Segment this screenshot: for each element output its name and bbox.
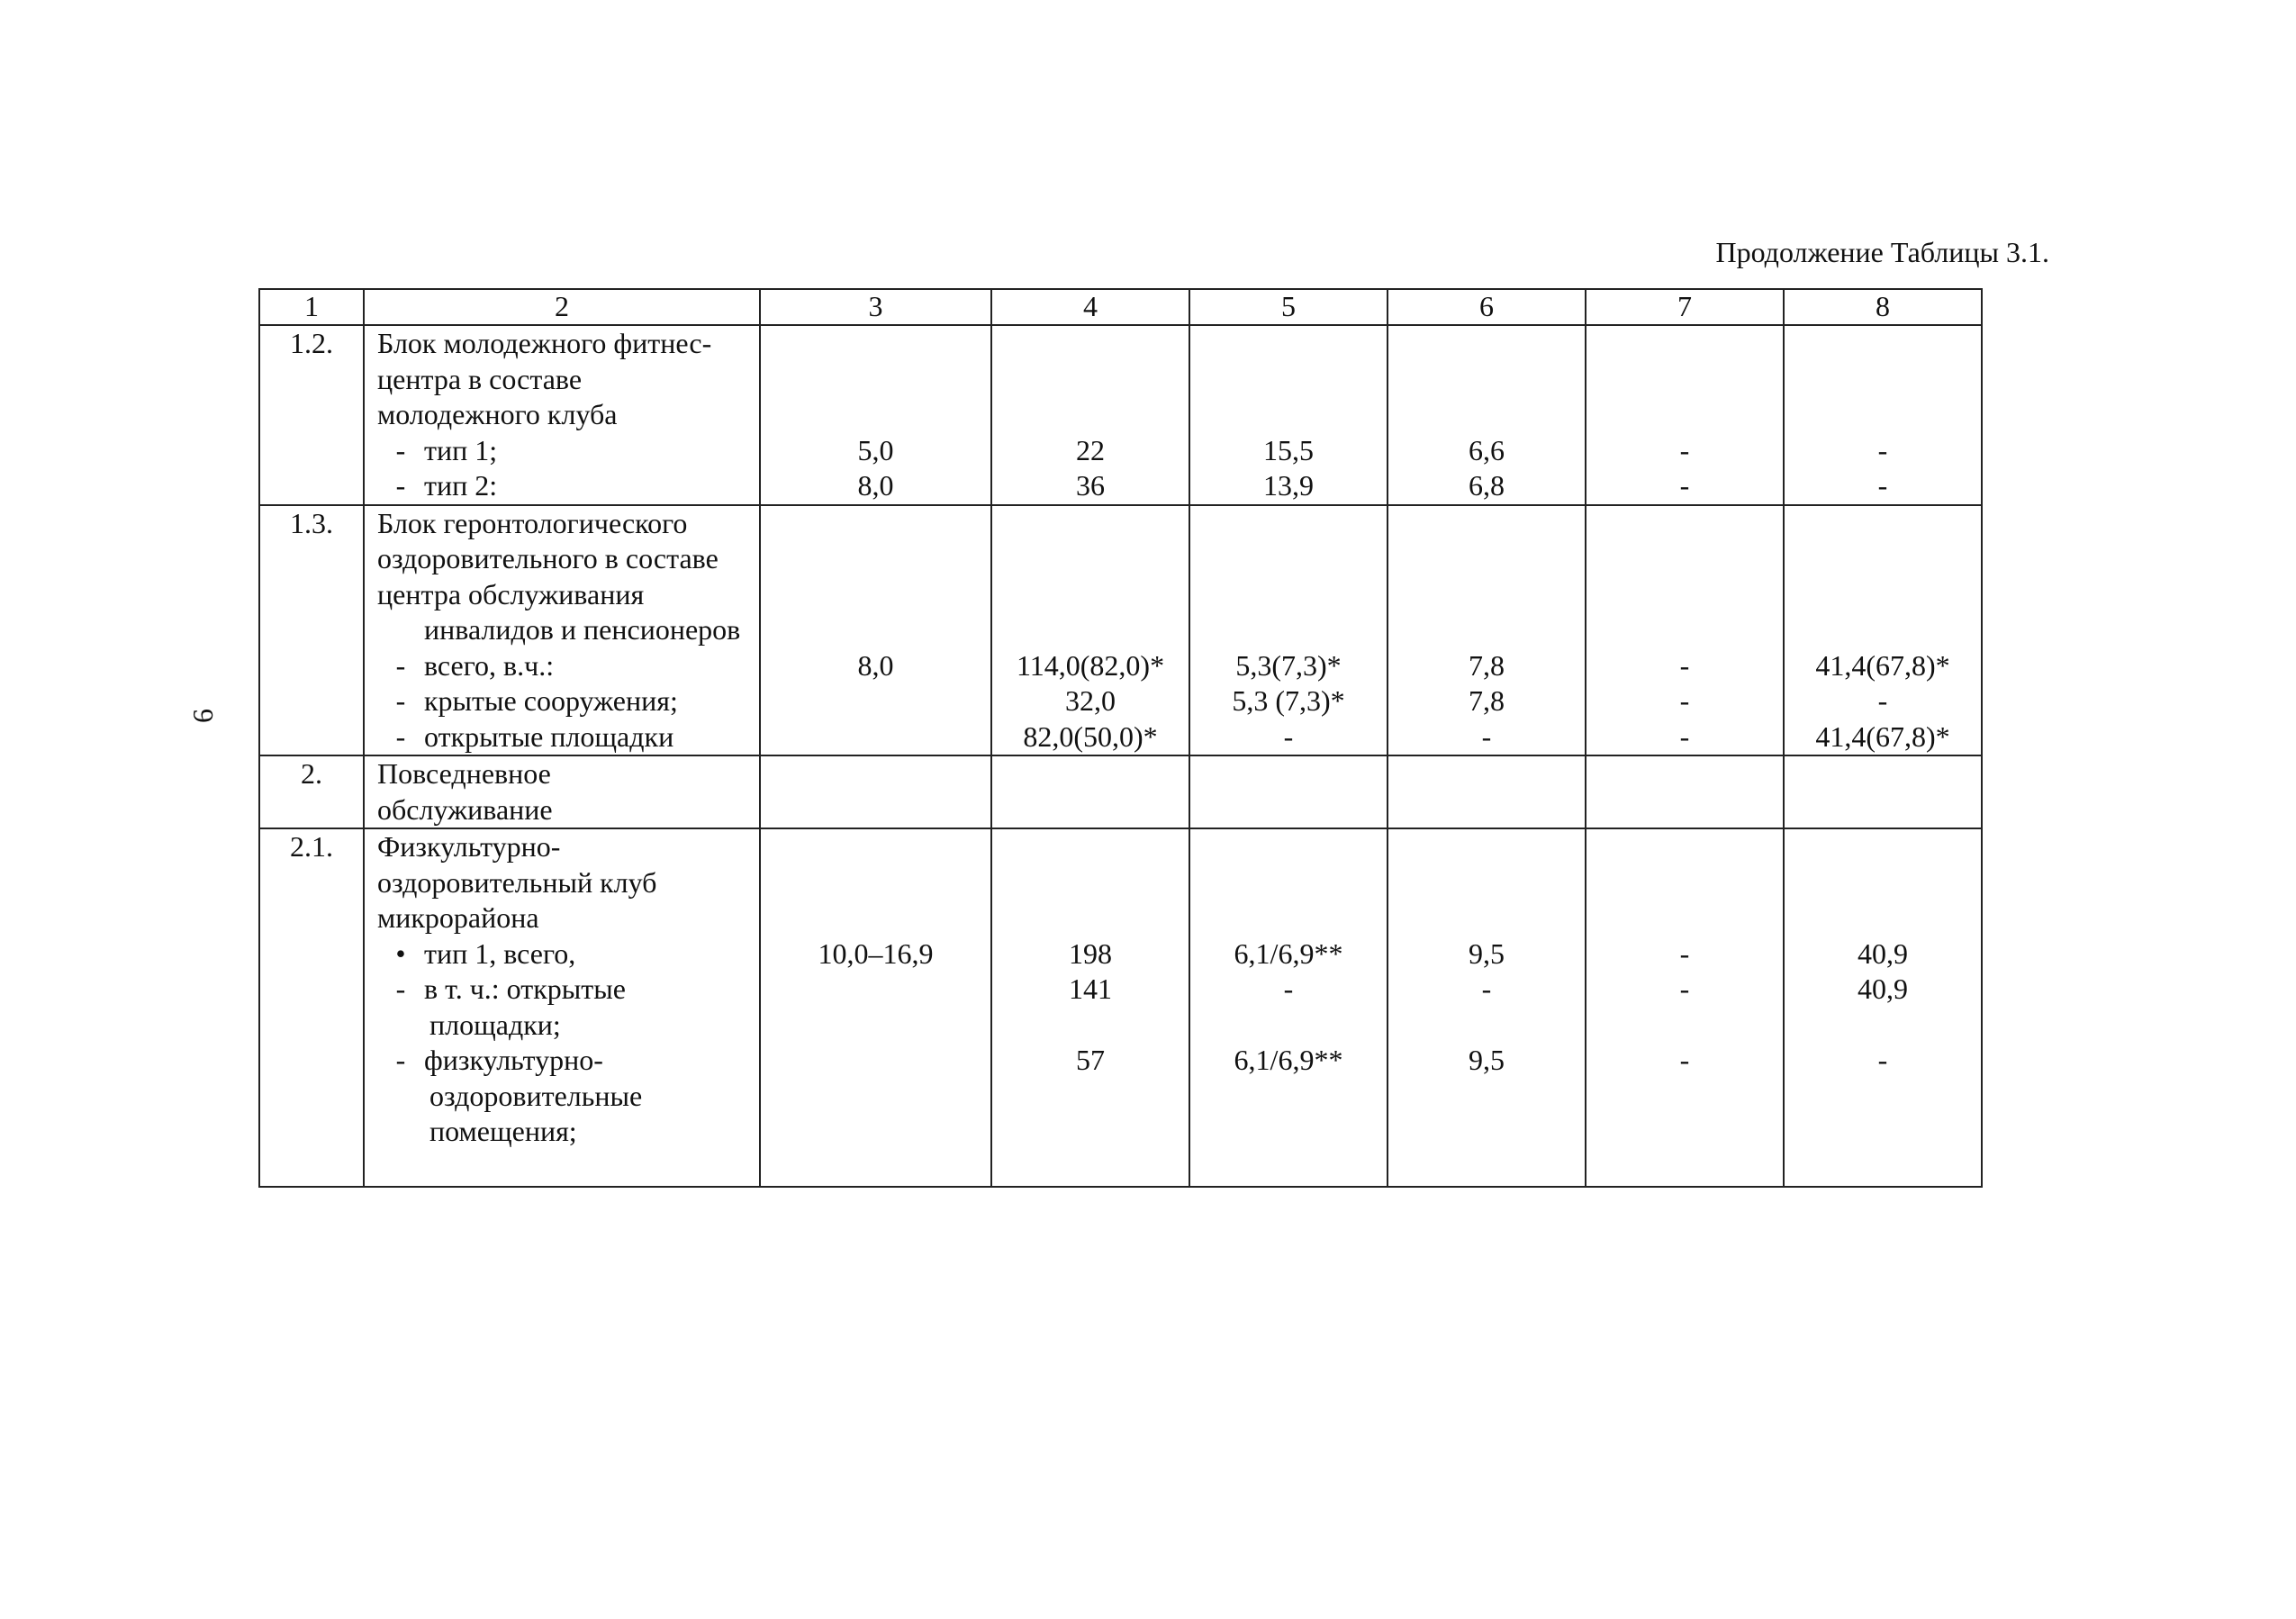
value-line: 198 — [1069, 936, 1112, 970]
row-description — [364, 505, 760, 756]
value-line — [1586, 792, 1783, 828]
value-line — [1388, 1008, 1585, 1044]
value-line — [1388, 865, 1585, 901]
value-line — [761, 1043, 990, 1079]
value-line: 5,0 — [857, 433, 894, 466]
row-number: 1.3. — [259, 505, 364, 756]
description-line — [377, 506, 759, 542]
description-line — [377, 1043, 759, 1079]
description-text: микрорайона — [377, 901, 539, 934]
description-line — [377, 648, 759, 684]
value-line — [761, 397, 990, 433]
row-number: 1.2. — [259, 325, 364, 505]
value-line — [1785, 1008, 1981, 1044]
page-number: 6 — [186, 709, 219, 723]
description-line — [377, 865, 759, 901]
description-text: площадки; — [429, 1008, 561, 1041]
bullet-marker: - — [395, 648, 406, 682]
value-line — [1388, 362, 1585, 398]
value-line — [1785, 577, 1981, 613]
value-line — [992, 541, 1189, 577]
value-line — [1785, 541, 1981, 577]
column-header: 8 — [1784, 289, 1982, 325]
value-line — [1785, 506, 1981, 542]
table-caption: Продолжение Таблицы 3.1. — [1715, 236, 2049, 268]
row-number: 2. — [259, 755, 364, 828]
column-header: 3 — [760, 289, 991, 325]
value-cell-col-4 — [991, 505, 1189, 756]
value-cell-col-6 — [1388, 828, 1586, 1187]
bullet-marker: - — [395, 1044, 406, 1076]
value-line — [761, 900, 990, 936]
description-line — [377, 326, 759, 362]
value-line — [1586, 577, 1783, 613]
bullet-marker: - — [395, 684, 406, 717]
value-line — [1785, 829, 1981, 865]
value-line — [1586, 900, 1783, 936]
value-line — [761, 1008, 990, 1044]
value-line — [1190, 1008, 1387, 1044]
value-line — [761, 829, 990, 865]
value-line — [761, 506, 990, 542]
value-line — [1190, 612, 1387, 648]
value-cell-col-8 — [1784, 325, 1982, 505]
value-line — [1785, 362, 1981, 398]
value-cell-col-3 — [760, 505, 991, 756]
column-header: 1 — [259, 289, 364, 325]
description-line — [377, 719, 759, 755]
value-line — [1586, 506, 1783, 542]
value-line: 6,6 — [1469, 433, 1505, 466]
description-text: всего, в.ч.: — [424, 648, 555, 682]
value-line: 22 — [1076, 433, 1105, 466]
value-line — [1190, 900, 1387, 936]
value-line — [1785, 865, 1981, 901]
value-line: 15,5 — [1263, 433, 1314, 466]
description-text: Повседневное — [377, 757, 551, 790]
value-line: - — [1481, 972, 1492, 1005]
description-line — [377, 1079, 759, 1115]
value-line: 6,1/6,9** — [1234, 1044, 1343, 1076]
value-line — [1785, 326, 1981, 362]
value-line — [992, 756, 1189, 792]
value-line — [992, 612, 1189, 648]
value-line — [992, 792, 1189, 828]
value-line — [1388, 326, 1585, 362]
value-cell-col-5 — [1189, 325, 1388, 505]
value-line — [761, 972, 990, 1008]
value-line — [761, 362, 990, 398]
value-line — [1586, 865, 1783, 901]
value-line: 40,9 — [1858, 972, 1908, 1005]
value-line: - — [1679, 684, 1690, 717]
value-line: 32,0 — [1065, 684, 1116, 717]
description-text: открытые площадки — [424, 719, 674, 753]
description-line — [377, 433, 759, 469]
value-line — [1190, 756, 1387, 792]
value-line: 7,8 — [1469, 684, 1505, 717]
value-line — [992, 506, 1189, 542]
description-text: оздоровительный клуб — [377, 865, 657, 899]
value-line — [1190, 829, 1387, 865]
value-line: 41,4(67,8)* — [1815, 648, 1950, 682]
description-line — [377, 756, 759, 792]
value-line — [1190, 397, 1387, 433]
value-line: 41,4(67,8)* — [1815, 719, 1950, 753]
value-line: 6,8 — [1469, 469, 1505, 502]
column-header: 6 — [1388, 289, 1586, 325]
bullet-marker: • — [395, 936, 406, 970]
description-text: инвалидов и пенсионеров — [424, 613, 741, 646]
value-line: 114,0(82,0)* — [1016, 648, 1165, 682]
value-line: - — [1679, 469, 1690, 502]
bullet-marker: - — [395, 433, 406, 466]
value-line: - — [1877, 1044, 1888, 1076]
description-line — [377, 829, 759, 865]
description-text: молодежного клуба — [377, 398, 618, 430]
value-cell-col-8 — [1784, 828, 1982, 1187]
value-line — [1388, 541, 1585, 577]
description-line — [377, 612, 759, 648]
value-line: 13,9 — [1263, 469, 1314, 502]
value-line — [1586, 397, 1783, 433]
value-line — [1388, 506, 1585, 542]
value-line — [992, 397, 1189, 433]
value-line — [992, 1079, 1189, 1115]
value-line: 8,0 — [857, 648, 894, 682]
value-line — [761, 683, 990, 719]
data-table — [258, 288, 1983, 1188]
value-line — [1388, 1114, 1585, 1150]
description-line — [377, 972, 759, 1008]
value-line — [1586, 1114, 1783, 1150]
value-cell-col-7 — [1586, 828, 1784, 1187]
value-line — [761, 612, 990, 648]
value-line — [992, 1008, 1189, 1044]
column-header: 4 — [991, 289, 1189, 325]
value-line: 57 — [1076, 1044, 1105, 1076]
value-line — [1586, 1079, 1783, 1115]
description-text: оздоровительные — [429, 1079, 643, 1112]
column-header: 7 — [1586, 289, 1784, 325]
value-cell-col-3 — [760, 828, 991, 1187]
value-line — [1785, 397, 1981, 433]
description-line — [377, 1008, 759, 1044]
description-line — [377, 936, 759, 972]
value-line — [1190, 362, 1387, 398]
description-text: в т. ч.: открытые — [424, 972, 626, 1005]
row-description — [364, 755, 760, 828]
value-cell-col-4 — [991, 828, 1189, 1187]
value-line: 6,1/6,9** — [1234, 936, 1343, 970]
value-line — [1388, 900, 1585, 936]
value-cell-col-8 — [1784, 755, 1982, 828]
description-text: Физкультурно- — [377, 830, 561, 863]
value-cell-col-5 — [1189, 755, 1388, 828]
description-line — [377, 900, 759, 936]
description-text: Блок молодежного фитнес- — [377, 327, 712, 359]
value-line — [1388, 397, 1585, 433]
value-line — [992, 326, 1189, 362]
value-cell-col-6 — [1388, 325, 1586, 505]
description-line — [377, 468, 759, 504]
value-cell-col-4 — [991, 755, 1189, 828]
column-header: 5 — [1189, 289, 1388, 325]
description-line — [377, 541, 759, 577]
value-line: - — [1877, 684, 1888, 717]
value-line — [1190, 1114, 1387, 1150]
value-line: - — [1283, 719, 1294, 753]
value-line: 5,3 (7,3)* — [1232, 684, 1345, 717]
value-line: 141 — [1069, 972, 1112, 1005]
value-line — [1586, 326, 1783, 362]
description-text: оздоровительного в составе — [377, 542, 719, 574]
description-line — [377, 362, 759, 398]
value-line — [992, 362, 1189, 398]
description-text: обслуживание — [377, 792, 553, 826]
table-row — [259, 505, 1982, 756]
value-line: - — [1679, 648, 1690, 682]
value-line — [1190, 541, 1387, 577]
description-line — [377, 792, 759, 828]
bullet-marker: - — [395, 469, 406, 502]
bullet-marker: - — [395, 719, 406, 753]
value-line — [761, 756, 990, 792]
value-line — [1586, 612, 1783, 648]
value-line: 9,5 — [1469, 1044, 1505, 1076]
value-line — [1190, 865, 1387, 901]
description-text: тип 1, всего, — [424, 936, 576, 970]
value-line — [992, 1114, 1189, 1150]
value-line — [1388, 577, 1585, 613]
table-row — [259, 325, 1982, 505]
description-line — [377, 1114, 759, 1150]
value-line — [1586, 541, 1783, 577]
value-line: 8,0 — [857, 469, 894, 502]
value-line: - — [1679, 936, 1690, 970]
value-line: - — [1283, 972, 1294, 1005]
value-line — [1190, 506, 1387, 542]
value-cell-col-4 — [991, 325, 1189, 505]
value-line — [1190, 577, 1387, 613]
value-line — [1388, 612, 1585, 648]
value-line — [1586, 829, 1783, 865]
value-line — [1586, 1008, 1783, 1044]
value-line — [1785, 756, 1981, 792]
value-line: - — [1679, 972, 1690, 1005]
header-row — [259, 289, 1982, 325]
value-line: - — [1679, 433, 1690, 466]
value-line — [1388, 756, 1585, 792]
value-line: 10,0–16,9 — [818, 936, 934, 970]
value-line: - — [1679, 1044, 1690, 1076]
description-text: помещения; — [429, 1115, 577, 1147]
value-cell-col-7 — [1586, 505, 1784, 756]
bullet-marker: - — [395, 972, 406, 1005]
description-text: физкультурно- — [424, 1044, 603, 1076]
value-line — [1785, 900, 1981, 936]
description-text: тип 2: — [424, 469, 498, 502]
value-line — [761, 1114, 990, 1150]
column-header: 2 — [364, 289, 760, 325]
value-line: 36 — [1076, 469, 1105, 502]
table-row — [259, 755, 1982, 828]
description-text: тип 1; — [424, 433, 498, 466]
description-text: центра обслуживания — [377, 577, 645, 611]
value-line — [761, 719, 990, 755]
value-line — [761, 865, 990, 901]
value-line — [761, 792, 990, 828]
value-line — [992, 900, 1189, 936]
description-line — [377, 577, 759, 613]
value-cell-col-3 — [760, 325, 991, 505]
value-cell-col-7 — [1586, 325, 1784, 505]
value-line: - — [1481, 719, 1492, 753]
description-text: центра в составе — [377, 362, 583, 395]
value-line: 5,3(7,3)* — [1235, 648, 1342, 682]
description-line — [377, 397, 759, 433]
value-cell-col-7 — [1586, 755, 1784, 828]
value-line: - — [1877, 469, 1888, 502]
value-cell-col-6 — [1388, 505, 1586, 756]
value-line — [992, 865, 1189, 901]
row-number: 2.1. — [259, 828, 364, 1187]
value-line — [1785, 612, 1981, 648]
value-line — [1785, 792, 1981, 828]
value-line: - — [1679, 719, 1690, 753]
value-line: - — [1877, 433, 1888, 466]
value-line — [992, 829, 1189, 865]
value-cell-col-5 — [1189, 828, 1388, 1187]
value-line: 7,8 — [1469, 648, 1505, 682]
description-text: крытые сооружения; — [424, 684, 678, 717]
value-line — [1586, 756, 1783, 792]
value-cell-col-3 — [760, 755, 991, 828]
description-text: Блок геронтологического — [377, 506, 688, 539]
value-line — [1785, 1114, 1981, 1150]
value-line — [761, 1079, 990, 1115]
row-description — [364, 828, 760, 1187]
value-line — [1190, 1079, 1387, 1115]
value-line — [992, 577, 1189, 613]
description-line — [377, 683, 759, 719]
value-line — [761, 541, 990, 577]
value-cell-col-6 — [1388, 755, 1586, 828]
value-line — [1190, 792, 1387, 828]
value-line — [1785, 1079, 1981, 1115]
value-line: 9,5 — [1469, 936, 1505, 970]
value-line — [1586, 362, 1783, 398]
row-description — [364, 325, 760, 505]
value-line — [1388, 829, 1585, 865]
value-line — [761, 326, 990, 362]
value-line — [1388, 792, 1585, 828]
value-line — [1388, 1079, 1585, 1115]
value-line: 40,9 — [1858, 936, 1908, 970]
value-cell-col-5 — [1189, 505, 1388, 756]
table-row — [259, 828, 1982, 1187]
value-cell-col-8 — [1784, 505, 1982, 756]
value-line: 82,0(50,0)* — [1023, 719, 1158, 753]
value-line — [1190, 326, 1387, 362]
value-line — [761, 577, 990, 613]
